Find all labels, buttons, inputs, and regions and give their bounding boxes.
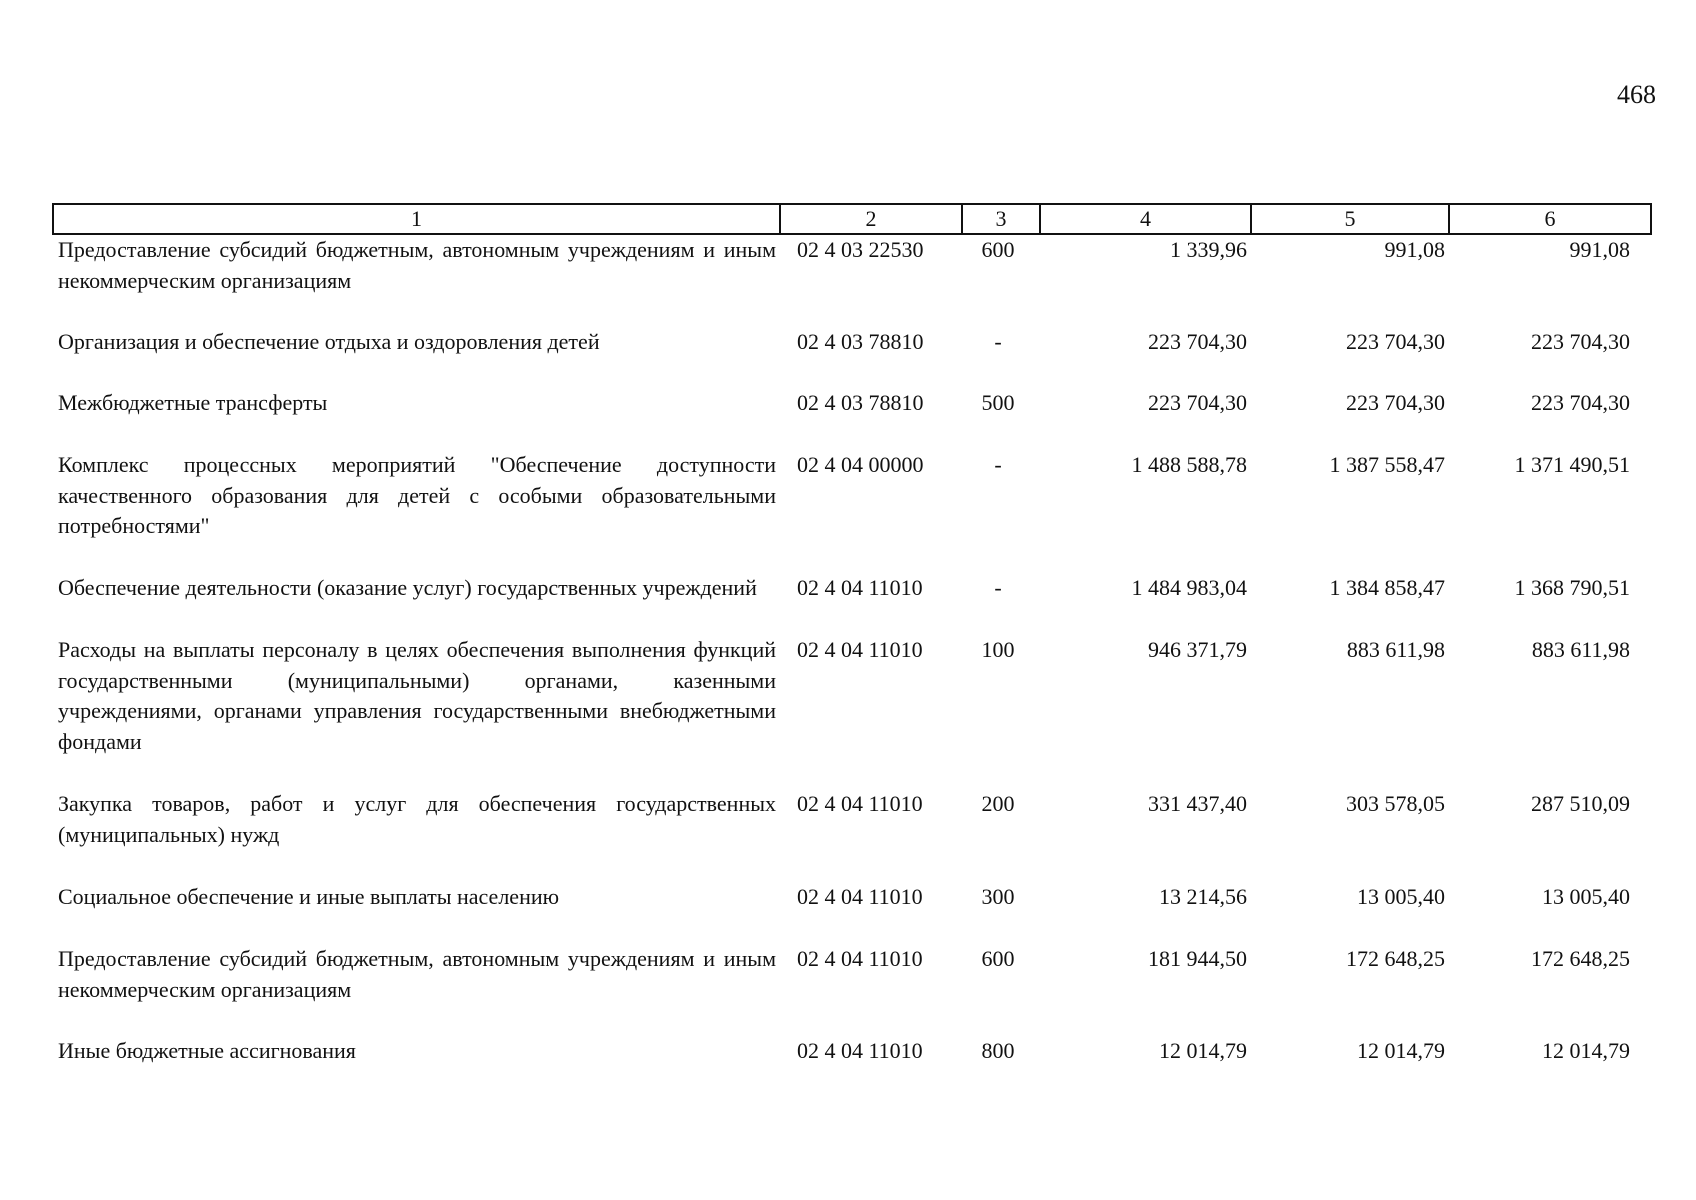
column-header: 4 xyxy=(1040,204,1251,234)
row-value-3: 991,08 xyxy=(1569,237,1630,262)
column-header: 3 xyxy=(962,204,1040,234)
table-row xyxy=(53,450,1651,573)
table-row xyxy=(53,635,1651,789)
row-description: Иные бюджетные ассигнования xyxy=(58,1038,356,1063)
row-value-1: 1 484 983,04 xyxy=(1131,575,1247,600)
row-expense-type: - xyxy=(994,329,1002,354)
row-value-1: 223 704,30 xyxy=(1148,390,1247,415)
row-description: Комплекс процессных мероприятий "Обеспечение доступности качественного образования для детей с особыми образовательными потребностями" xyxy=(58,452,776,538)
row-code: 02 4 03 78810 xyxy=(797,390,924,415)
row-value-1: 13 214,56 xyxy=(1159,884,1247,909)
budget-table xyxy=(52,203,1652,1076)
row-description: Социальное обеспечение и иные выплаты населению xyxy=(58,884,560,909)
row-expense-type: 800 xyxy=(981,1038,1015,1063)
row-expense-type: 100 xyxy=(981,637,1015,662)
budget-table-container xyxy=(52,203,1650,1076)
row-code: 02 4 03 22530 xyxy=(797,237,924,262)
column-header: 2 xyxy=(780,204,962,234)
row-expense-type: - xyxy=(994,452,1002,477)
row-value-1: 181 944,50 xyxy=(1148,946,1247,971)
row-value-1: 946 371,79 xyxy=(1148,637,1247,662)
row-code: 02 4 04 11010 xyxy=(797,1038,923,1063)
row-value-3: 883 611,98 xyxy=(1531,637,1630,662)
row-code: 02 4 03 78810 xyxy=(797,329,924,354)
row-value-3: 223 704,30 xyxy=(1531,390,1630,415)
row-description: Расходы на выплаты персоналу в целях обеспечения выполнения функций государственными (муниципальными) органами, казенными учреждениями, органами управления государственными внебюджетными фондами xyxy=(58,637,776,754)
row-value-2: 13 005,40 xyxy=(1357,884,1445,909)
row-value-2: 991,08 xyxy=(1384,237,1445,262)
row-expense-type: 200 xyxy=(981,791,1015,816)
table-row xyxy=(53,789,1651,882)
row-value-1: 1 339,96 xyxy=(1170,237,1247,262)
row-description: Закупка товаров, работ и услуг для обеспечения государственных (муниципальных) нужд xyxy=(58,791,776,847)
table-row xyxy=(53,327,1651,388)
row-value-2: 1 384 858,47 xyxy=(1329,575,1445,600)
row-description: Обеспечение деятельности (оказание услуг) государственных учреждений xyxy=(58,575,757,600)
row-expense-type: 300 xyxy=(981,884,1015,909)
row-value-1: 331 437,40 xyxy=(1148,791,1247,816)
table-row xyxy=(53,234,1651,327)
column-header: 1 xyxy=(53,204,780,234)
row-code: 02 4 04 11010 xyxy=(797,884,923,909)
row-value-1: 12 014,79 xyxy=(1159,1038,1247,1063)
row-value-3: 12 014,79 xyxy=(1542,1038,1630,1063)
row-code: 02 4 04 11010 xyxy=(797,791,923,816)
row-description: Организация и обеспечение отдыха и оздоровления детей xyxy=(58,329,600,354)
table-row xyxy=(53,944,1651,1036)
row-value-2: 1 387 558,47 xyxy=(1329,452,1445,477)
row-code: 02 4 04 11010 xyxy=(797,575,923,600)
column-header: 5 xyxy=(1251,204,1449,234)
row-value-2: 883 611,98 xyxy=(1346,637,1445,662)
table-row xyxy=(53,1036,1651,1076)
table-header-row xyxy=(53,204,1651,234)
table-row xyxy=(53,388,1651,450)
row-value-3: 13 005,40 xyxy=(1542,884,1630,909)
row-value-1: 223 704,30 xyxy=(1148,329,1247,354)
row-description: Межбюджетные трансферты xyxy=(58,390,328,415)
row-value-3: 1 371 490,51 xyxy=(1514,452,1630,477)
row-value-3: 172 648,25 xyxy=(1531,946,1630,971)
row-code: 02 4 04 11010 xyxy=(797,637,923,662)
row-expense-type: - xyxy=(994,575,1002,600)
row-value-3: 1 368 790,51 xyxy=(1514,575,1630,600)
row-value-1: 1 488 588,78 xyxy=(1131,452,1247,477)
row-value-2: 12 014,79 xyxy=(1357,1038,1445,1063)
row-value-3: 287 510,09 xyxy=(1531,791,1630,816)
row-code: 02 4 04 11010 xyxy=(797,946,923,971)
row-description: Предоставление субсидий бюджетным, автономным учреждениям и иным некоммерческим организациям xyxy=(58,946,776,1002)
row-value-3: 223 704,30 xyxy=(1531,329,1630,354)
column-header: 6 xyxy=(1449,204,1651,234)
row-expense-type: 600 xyxy=(981,946,1015,971)
row-value-2: 172 648,25 xyxy=(1346,946,1445,971)
row-value-2: 303 578,05 xyxy=(1346,791,1445,816)
row-expense-type: 600 xyxy=(981,237,1015,262)
row-value-2: 223 704,30 xyxy=(1346,329,1445,354)
table-row xyxy=(53,573,1651,635)
table-row xyxy=(53,882,1651,944)
row-code: 02 4 04 00000 xyxy=(797,452,924,477)
row-expense-type: 500 xyxy=(981,390,1015,415)
row-description: Предоставление субсидий бюджетным, автономным учреждениям и иным некоммерческим организациям xyxy=(58,237,776,293)
page-number: 468 xyxy=(1617,80,1656,109)
row-value-2: 223 704,30 xyxy=(1346,390,1445,415)
